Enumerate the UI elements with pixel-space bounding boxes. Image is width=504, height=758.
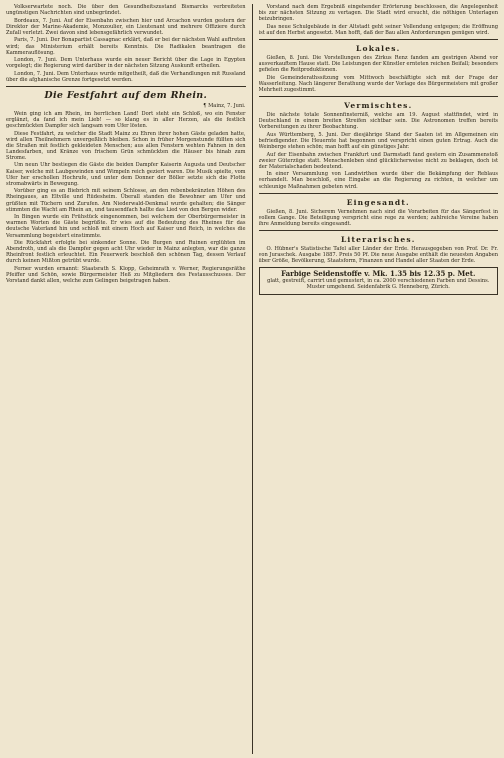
news-paragraph: Volkserwartete noch. Die über den Gesundheitszustand Bismarcks verbreiteten ungünstigen Nachrichten sind unbegründet. (6, 4, 246, 17)
divider (259, 230, 499, 231)
local-heading: Lokales. (356, 43, 401, 53)
local-news (259, 55, 499, 93)
right-column (259, 4, 499, 754)
feature-paragraph: In Bingen wurde ein Frühstück eingenommen, bei welchem der Oberbürgermeister in warmen Worten die Gäste begrüßte. Er wies auf die Bedeutung des Rheines für das deutsche Vaterland hin und schloß mit einem Hoch auf Kaiser und Reich, in welches die Versammlung begeistert einstimmte. (6, 214, 246, 239)
advertisement (259, 267, 499, 295)
feature-heading: Die Festfahrt auf dem Rhein. (44, 90, 208, 102)
intro-notes (259, 4, 499, 36)
notice-paragraph: Gießen, 8. Juni. Sicherem Vernehmen nach sind die Vorarbeiten für das Sängerfest in vollem Gange. Die Beteiligung verspricht eine rege zu werden; zahlreiche Vereine haben ihre Anmeldung bereits eingesandt. (258, 208, 498, 227)
local-paragraph: Die Gemeinderathssitzung vom Mittwoch beschäftigte sich mit der Frage der Wasserleitung. Nach längerer Berathung wurde der Vorlage des Bürgermeisters mit großer Mehrheit zugestimmt. (258, 74, 498, 93)
divider (259, 96, 499, 97)
ad-title: Farbige Seidenstoffe v. Mk. 1.35 bis 12.35 p. Met. (281, 269, 476, 279)
mixed-news (259, 112, 499, 190)
feature-paragraph: Um neun Uhr bestiegen die Gäste die beiden Dampfer Kaiserin Augusta und Deutscher Kaiser, welche mit Laubgewinden und Wimpeln reich geziert waren. Die Musik spielte, vom Ufer her erschollen Hochrufe, und unter dem Donner der Böller setzte sich die Flotte stromabwärts in Bewegung. (6, 162, 246, 187)
divider (259, 193, 499, 194)
news-briefs (6, 4, 246, 83)
mixed-paragraph: In einer Versammlung von Landwirthen wurde über die Bekämpfung der Reblaus verhandelt. Man beschloß, eine Eingabe an die Regierung zu richten, in welcher um schleunige Maßnahmen gebeten wird. (258, 171, 498, 190)
news-paragraph: Paris, 7. Juni. Der Bonapartist Cassagnac erklärt, daß er bei der nächsten Wahl auftreten wird; das Ministerium erhält bereits Kenntnis. Die Radikalen beantragen die Kammerauflösung. (6, 37, 246, 56)
feature-paragraph: Vorüber ging es an Biebrich mit seinem Schlosse, an den rebenbekränzten Höhen des Rheingaues, an Eltville und Rüdesheim. Überall standen die Bewohner am Ufer und grüßten mit Tüchern und Zurufen. Am Niederwald-Denkmal wurde gehalten; die Sänger stimmten die Wacht am Rhein an, und tausendfach hallte das Lied von den Bergen wider. (6, 188, 246, 213)
notice-heading: Eingesandt. (346, 197, 410, 207)
literature-paragraph: O. Hübner's Statistische Tafel aller Länder der Erde. Herausgegeben von Prof. Dr. Fr. von Juraschek. Ausgabe 1887. Preis 50 Pf. Die neue Ausgabe enthält die neuesten Angaben über Größe, Bevölkerung, Staatsform, Finanzen und Handel aller Staaten der Erde. (258, 245, 498, 265)
intro-paragraph: Vorstand nach dem Ergebniß eingehender Erörterung beschlossen, die Angelegenheit bis zur nächsten Sitzung zu vertagen. Die Stadt wird ersucht, die nöthigen Unterlagen beizubringen. (258, 4, 498, 23)
mixed-paragraph: Aus Württemberg, 5. Juni. Der diesjährige Stand der Saaten ist im Allgemeinen ein befriedigender. Die Heuernte hat begonnen und verspricht einen guten Ertrag. Auch die Weinberge stehen schön; man hofft auf ein günstiges Jahr. (258, 131, 498, 150)
mixed-paragraph: Auf der Eisenbahn zwischen Frankfurt und Darmstadt fand gestern ein Zusammenstoß zweier Güterzüge statt. Menschenleben sind glücklicherweise nicht zu beklagen, doch ist der Materialschaden bedeutend. (258, 151, 498, 170)
feature-dateline: ¶ Mainz, 7. Juni. (203, 103, 246, 110)
literature (259, 246, 499, 264)
feature-paragraph: Diese Festfahrt, zu welcher die Stadt Mainz zu Ehren ihrer hohen Gäste geladen hatte, wird allen Theilnehmern unvergeßlich bleiben. Schon in früher Morgenstunde füllten sich die Straßen mit festlich gekleideten Menschen; aus allen Fenstern wehten Fahnen in den Landesfarben, und Kränze von frischem Grün schmückten die Häuser bis hinab zum Strome. (6, 130, 246, 161)
news-paragraph: London, 7. Juni. Dem Unterhaus wurde mitgetheilt, daß die Verhandlungen mit Russland über die afghanische Grenze fortgesetzt werden. (6, 70, 246, 84)
local-paragraph: Gießen, 8. Juni. Die Vorstellungen des Zirkus Renz fanden am gestrigen Abend vor ausverkauftem Hause statt. Die Leistungen der Künstler ernteten reichen Beifall; besonders gefielen die Reitproduktionen. (258, 54, 498, 74)
notice (259, 209, 499, 227)
literature-heading: Literarisches. (340, 234, 416, 244)
column-rule (252, 4, 253, 754)
ad-body: glatt, gestreift, carrirt und gemustert, in ca. 2000 verschiedenen Farben und Dessins. Muster umgehend. Seidenfabrik G. Henneberg, Zürich. (267, 278, 490, 291)
divider (6, 86, 246, 87)
feature-paragraph: Wein ging ich am Rhein, im herrlichen Land! Dort steht ein Schloß, wo ein Fenster erglänzt, da fand ich mein Lieb! — so klang es in aller Herzen, als die festlich geschmückten Dampfer sich langsam vom Ufer lösten. (6, 110, 246, 129)
news-paragraph: Bordeaux, 7. Juni. Auf der Eisenbahn zwischen hier und Arcachon wurden gestern der Direktor der Marine-Akademie, Monzoulier, ein Lieutenant und mehrere Offiziere durch Zufall verletzt. Zwei davon sind lebensgefährlich verwundet. (6, 17, 246, 36)
news-paragraph: London, 7. Juni. Dem Unterhaus wurde ein neuer Bericht über die Lage in Egypten vorgelegt; die Regierung wird darüber in der nächsten Sitzung Auskunft ertheilen. (6, 57, 246, 70)
feature-paragraph: Ferner wurden ernannt: Staatsrath S. Klopp, Geheimrath v. Werner, Regierungsräthe Pfeiffer und Schön, sowie Bürgermeister Heß zu Mitgliedern des Festausschusses. Der Vorstand dankt allen, welche zum Gelingen beigetragen haben. (6, 265, 246, 285)
left-column (6, 4, 246, 754)
feature-paragraph: Die Rückfahrt erfolgte bei sinkender Sonne. Die Burgen und Ruinen erglühten im Abendroth, und als die Dampfer gegen acht Uhr wieder in Mainz anlegten, war die ganze Rheinfront festlich erleuchtet. Ein Feuerwerk beschloß den schönen Tag, dessen Verlauf durch keinen Mißton getrübt wurde. (6, 240, 246, 265)
mixed-paragraph: Die nächste totale Sonnenfinsterniß, welche am 19. August stattfindet, wird in Deutschland in einem breiten Streifen sichtbar sein. Die Astronomen treffen bereits Vorbereitungen zu ihrer Beobachtung. (258, 112, 498, 131)
intro-paragraph: Das neue Schulgebäude in der Altstadt geht seiner Vollendung entgegen; die Eröffnung ist auf den Herbst angesetzt. Man hofft, daß der Bau allen Anforderungen genügen wird. (258, 23, 498, 36)
mixed-heading: Vermischtes. (344, 101, 413, 111)
feature-article (6, 111, 246, 285)
divider (259, 39, 499, 40)
